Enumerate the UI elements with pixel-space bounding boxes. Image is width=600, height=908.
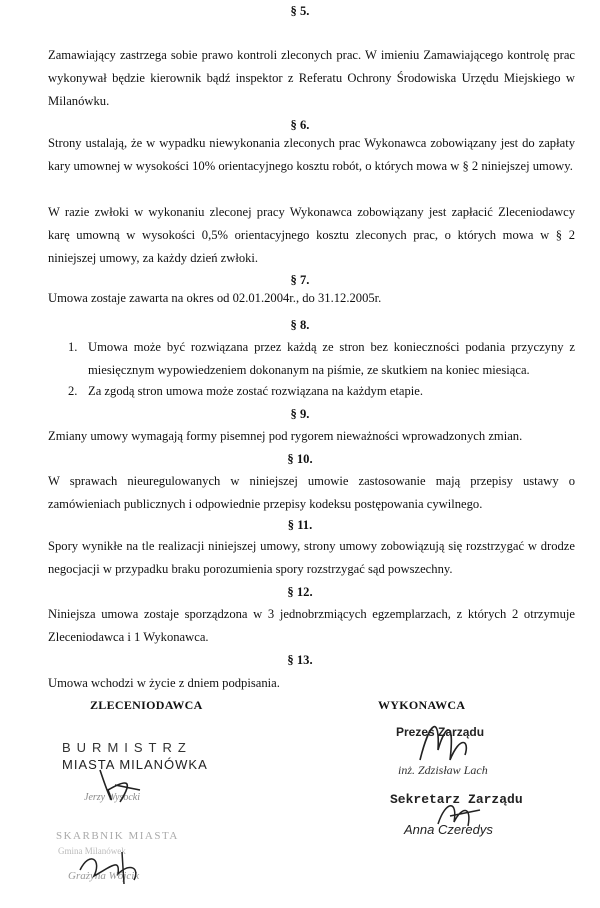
mayor-stamp-name: Jerzy Wysocki bbox=[84, 792, 140, 803]
list-item bbox=[48, 380, 575, 403]
section-6-text-1: Strony ustalają, że w wypadku niewykonania zleconych prac Wykonawca zobowiązany jest do zapłaty kary umownej w wysokości 10% orientacyjnego kosztu robót, o których mowa w § 2 niniejszej umowy. bbox=[48, 136, 575, 173]
section-6-text-2: W razie zwłoki w wykonaniu zleconej pracy Wykonawca zobowiązany jest zapłacić Zleceniodawcy karę umowną w wysokości 0,5% orientacyjnego kosztu zleconych prac, o których mowa w § 2 niniejszej umowy, za każdy dzień zwłoki. bbox=[48, 205, 575, 265]
list-item-number: 1. bbox=[68, 340, 78, 354]
section-6-heading: § 6. bbox=[290, 118, 310, 132]
contractor-signature-heading: WYKONAWCA bbox=[378, 698, 466, 712]
section-10-text: W sprawach nieuregulowanych w niniejszej umowie zastosowanie mają przepisy ustawy o zamówieniach publicznych i odpowiednie przepisy kodeksu postępowania cywilnego. bbox=[48, 474, 575, 511]
treasurer-stamp-office: Gmina Milanówek bbox=[58, 846, 126, 856]
section-9-text: Zmiany umowy wymagają formy pisemnej pod rygorem nieważności wprowadzonych zmian. bbox=[48, 429, 523, 443]
section-11-heading: § 11. bbox=[287, 518, 313, 532]
section-5-text: Zamawiający zastrzega sobie prawo kontroli zleconych prac. W imieniu Zamawiającego kontrolę prac wykonywał będzie kierownik bądź inspektor z Referatu Ochrony Środowiska Urzędu Miejskiego w Milanówku. bbox=[48, 48, 575, 108]
section-5-heading: § 5. bbox=[290, 4, 310, 18]
mayor-stamp-city: MIASTA MILANÓWKA bbox=[62, 757, 208, 772]
mayor-signature bbox=[80, 760, 150, 810]
section-12-heading: § 12. bbox=[287, 585, 313, 599]
treasurer-stamp-name: Grażyna Wójcik bbox=[68, 870, 140, 882]
secretary-stamp-name: Anna Czeredys bbox=[404, 822, 493, 837]
list-item-number: 2. bbox=[68, 384, 78, 398]
list-item-text: Za zgodą stron umowa może zostać rozwiązana na każdym etapie. bbox=[88, 384, 423, 398]
section-13-heading: § 13. bbox=[287, 653, 313, 667]
treasurer-stamp-title: SKARBNIK MIASTA bbox=[56, 830, 179, 842]
mayor-stamp-title: BURMISTRZ bbox=[62, 740, 192, 755]
section-9-heading: § 9. bbox=[290, 407, 310, 421]
section-12-text: Niniejsza umowa zostaje sporządzona w 3 jednobrzmiących egzemplarzach, z których 2 otrzymuje Zleceniodawca i 1 Wykonawca. bbox=[48, 607, 575, 644]
president-signature bbox=[410, 710, 480, 770]
list-item bbox=[48, 336, 575, 382]
section-13-text: Umowa wchodzi w życie z dniem podpisania. bbox=[48, 676, 280, 690]
president-stamp-name: inż. Zdzisław Lach bbox=[398, 763, 488, 777]
section-7-text: Umowa zostaje zawarta na okres od 02.01.2004r., do 31.12.2005r. bbox=[48, 291, 382, 305]
list-item-text: Umowa może być rozwiązana przez każdą ze stron bez konieczności podania przyczyny z miesięcznym wypowiedzeniem dokonanym na piśmie, ze skutkiem na koniec miesiąca. bbox=[88, 340, 575, 377]
section-7-heading: § 7. bbox=[290, 273, 310, 287]
section-11-text: Spory wynikłe na tle realizacji niniejszej umowy, strony umowy zobowiązują się rozstrzygać w drodze negocjacji w przypadku braku porozumienia spory rozstrzygać sąd powszechny. bbox=[48, 539, 575, 576]
section-8-heading: § 8. bbox=[290, 318, 310, 332]
client-signature-heading: ZLECENIODAWCA bbox=[90, 698, 203, 712]
section-10-heading: § 10. bbox=[287, 452, 313, 466]
treasurer-signature bbox=[72, 840, 162, 890]
secretary-stamp-title: Sekretarz Zarządu bbox=[390, 792, 523, 807]
president-stamp-title: Prezes Zarządu bbox=[396, 725, 485, 739]
